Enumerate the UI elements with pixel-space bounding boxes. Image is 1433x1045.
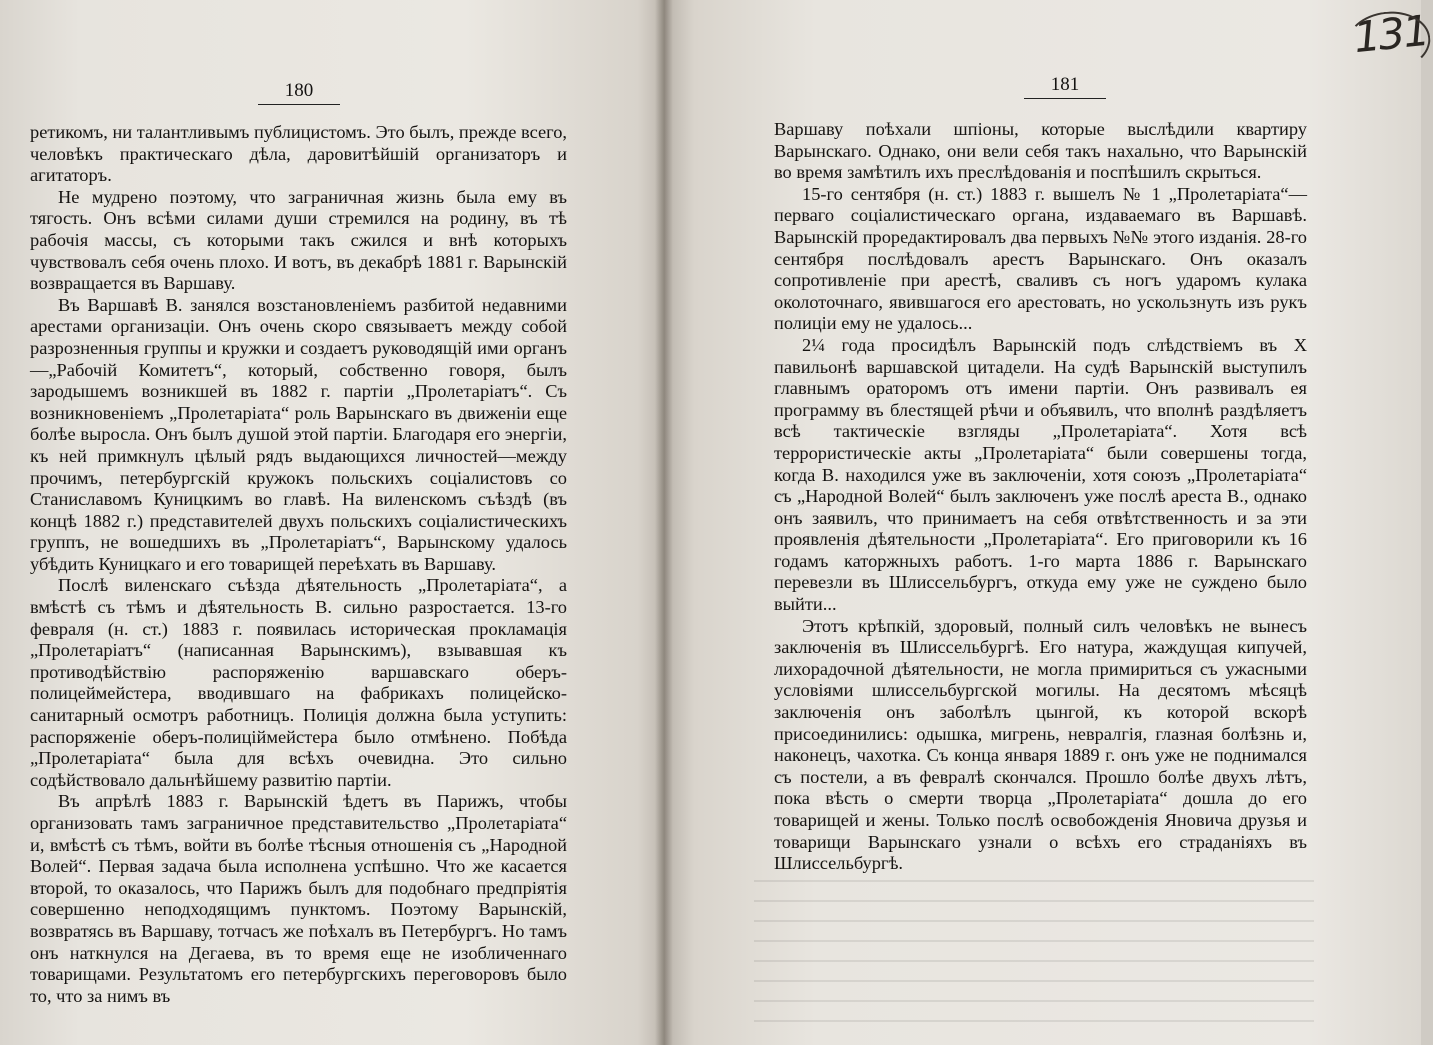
left-paragraph-4: Послѣ виленскаго съѣзда дѣятельность „Пролетаріата“, а вмѣстѣ съ тѣмъ и дѣятельность В. сильно разростается. 13-го февраля (н. ст.) 1883 г. появилась историческая прокламація „Пролетаріатъ“ (написанная Варынскимъ), взывавшая къ противодѣйствію распоряженію варшавскаго оберъ-полицеймейстера, вводившаго на фабрикахъ полицейско-санитарный осмотръ работницъ. Полиція должна была уступить: распоряженіе оберъ-полиціймейстера было отмѣнено. Побѣда „Пролетаріата“ была для всѣхъ очевидна. Это сильно содѣйствовало дальнѣйшему развитію партіи. xyxy=(30,575,567,790)
left-page-number xyxy=(258,80,340,105)
right-paragraph-4: Этотъ крѣпкій, здоровый, полный силъ человѣкъ не вынесъ заключенія въ Шлиссельбургѣ. Его натура, жаждущая кипучей, лихорадочной дѣятельности, не могла примириться съ ужасными условіями шлиссельбургской могилы. На десятомъ мѣсяцѣ заключенія онъ заболѣлъ цынгой, къ которой вскорѣ присоединились: одышка, мигрень, невралгія, глазная болѣзнь и, наконецъ, чахотка. Съ конца января 1889 г. онъ уже не поднимался съ постели, а въ февралѣ скончался. Прошло болѣе двухъ лѣтъ, пока вѣсть о смерти творца „Пролетаріата“ дошла до его товарищей и жены. Только послѣ освобожденія Яновича друзья и товарищи Варынскаго узнали о всѣхъ его страданіяхъ въ Шлиссельбургѣ. xyxy=(774,615,1307,874)
left-paragraph-1: ретикомъ, ни талантливымъ публицистомъ. Это былъ, прежде всего, человѣкъ практическаго дѣла, даровитѣйшій организаторъ и агитаторъ. xyxy=(30,122,567,186)
left-paragraph-2: Не мудрено поэтому, что заграничная жизнь была ему въ тягость. Онъ всѣми силами души стремился на родину, въ тѣ рабочія массы, съ которыми такъ сжился и внѣ которыхъ чувствовалъ себя очень плохо. И вотъ, въ декабрѣ 1881 г. Варынскій возвращается въ Варшаву. xyxy=(30,186,567,294)
right-page-number-text: 181 xyxy=(1050,74,1080,95)
right-paragraph-3: 2¼ года просидѣлъ Варынскій подъ слѣдствіемъ въ X павильонѣ варшавской цитадели. На судѣ Варынскій выступилъ главнымъ ораторомъ отъ имени партіи. Онъ развивалъ ея программу въ блестящей рѣчи и объявилъ, что вполнѣ раздѣляетъ всѣ тактическіе взгляды „Пролетаріата“. Хотя всѣ террористическіе акты „Пролетаріата“ были совершены тогда, когда В. находился уже въ заключеніи, хотя союзъ „Пролетаріата“ съ „Народной Волей“ былъ заключенъ уже послѣ ареста В., однако онъ заявилъ, что принимаетъ на себя отвѣтственность и за эти проявленія дѣятельности „Пролетаріата“. Его приговорили къ 16 годамъ каторжныхъ работъ. 1-го марта 1886 г. Варынскаго перевезли въ Шлиссельбургъ, откуда ему уже не суждено было выйти... xyxy=(774,334,1307,615)
right-paragraph-1: Варшаву поѣхали шпіоны, которые выслѣдили квартиру Варынскаго. Однако, они вели себя такъ нахально, что Варынскій во время замѣтилъ ихъ преслѣдованія и поспѣшилъ скрыться. xyxy=(774,119,1307,183)
left-paragraph-3: Въ Варшавѣ В. занялся возстановленіемъ разбитой недавними арестами организаціи. Онъ очень скоро связываетъ между собой разрозненныя группы и кружки и создаетъ руководящій ими органъ—„Рабочій Комитетъ“, который, собственно говоря, былъ зародышемъ возникшей въ 1882 г. партіи „Пролетаріатъ“. Съ возникновеніемъ „Пролетаріата“ роль Варынскаго въ движеніи еще болѣе выросла. Онъ былъ душой этой партіи. Благодаря его энергіи, къ ней примкнулъ цѣлый рядъ выдающихся личностей—между прочимъ, петербургскій кружокъ польскихъ соціалистовъ со Станиславомъ Куницкимъ во главѣ. На виленскомъ съѣздѣ (въ концѣ 1882 г.) представителей двухъ польскихъ соціалистическихъ группъ, не вошедшихъ въ „Пролетаріатъ“, Варынскому удалось убѣдить Куницкаго и его товарищей переѣхать въ Варшаву. xyxy=(30,294,567,574)
book-gutter-shadow xyxy=(655,0,673,1045)
right-page xyxy=(664,0,1431,1045)
archive-mark-number: 131 xyxy=(1351,5,1431,63)
right-page-number-rule xyxy=(1024,98,1106,99)
right-paragraph-2: 15-го сентября (н. ст.) 1883 г. вышелъ № 1 „Пролетаріата“— перваго соціалистическаго органа, издаваемаго въ Варшавѣ. Варынскій проредактировалъ два первыхъ №№ этого изданія. 28-го сентября послѣдовалъ арестъ Варынскаго. Онъ оказалъ сопротивленіе при арестѣ, сваливъ съ ногъ ударомъ кулака околоточнаго, явившагося его арестовать, но ускользнуть изъ рукъ полиціи ему не удалось... xyxy=(774,183,1307,334)
right-page-text xyxy=(774,119,1307,875)
archive-folio-mark xyxy=(1351,5,1431,69)
left-paragraph-5: Въ апрѣлѣ 1883 г. Варынскій ѣдетъ въ Парижъ, чтобы организовать тамъ заграничное представительство „Пролетаріата“ и, вмѣстѣ съ тѣмъ, войти въ болѣе тѣсныя отношенія съ „Народной Волей“. Первая задача была исполнена успѣшно. Что же касается второй, то оказалось, что Парижъ былъ для подобнаго предпріятія совершенно неподходящимъ пунктомъ. Поэтому Варынскій, возвратясь въ Варшаву, тотчасъ же поѣхалъ въ Петербургъ. Но тамъ онъ наткнулся на Дегаева, въ то время еще не изобличеннаго товарищами. Результатомъ его петербургскихъ переговоровъ было то, что за нимъ въ xyxy=(30,791,567,1006)
right-page-number xyxy=(1024,74,1106,99)
left-page-number-rule xyxy=(258,104,340,105)
left-page-text xyxy=(30,122,567,1007)
left-page-number-text: 180 xyxy=(284,80,314,101)
show-through-texture xyxy=(754,880,1314,1030)
left-page xyxy=(0,0,664,1045)
